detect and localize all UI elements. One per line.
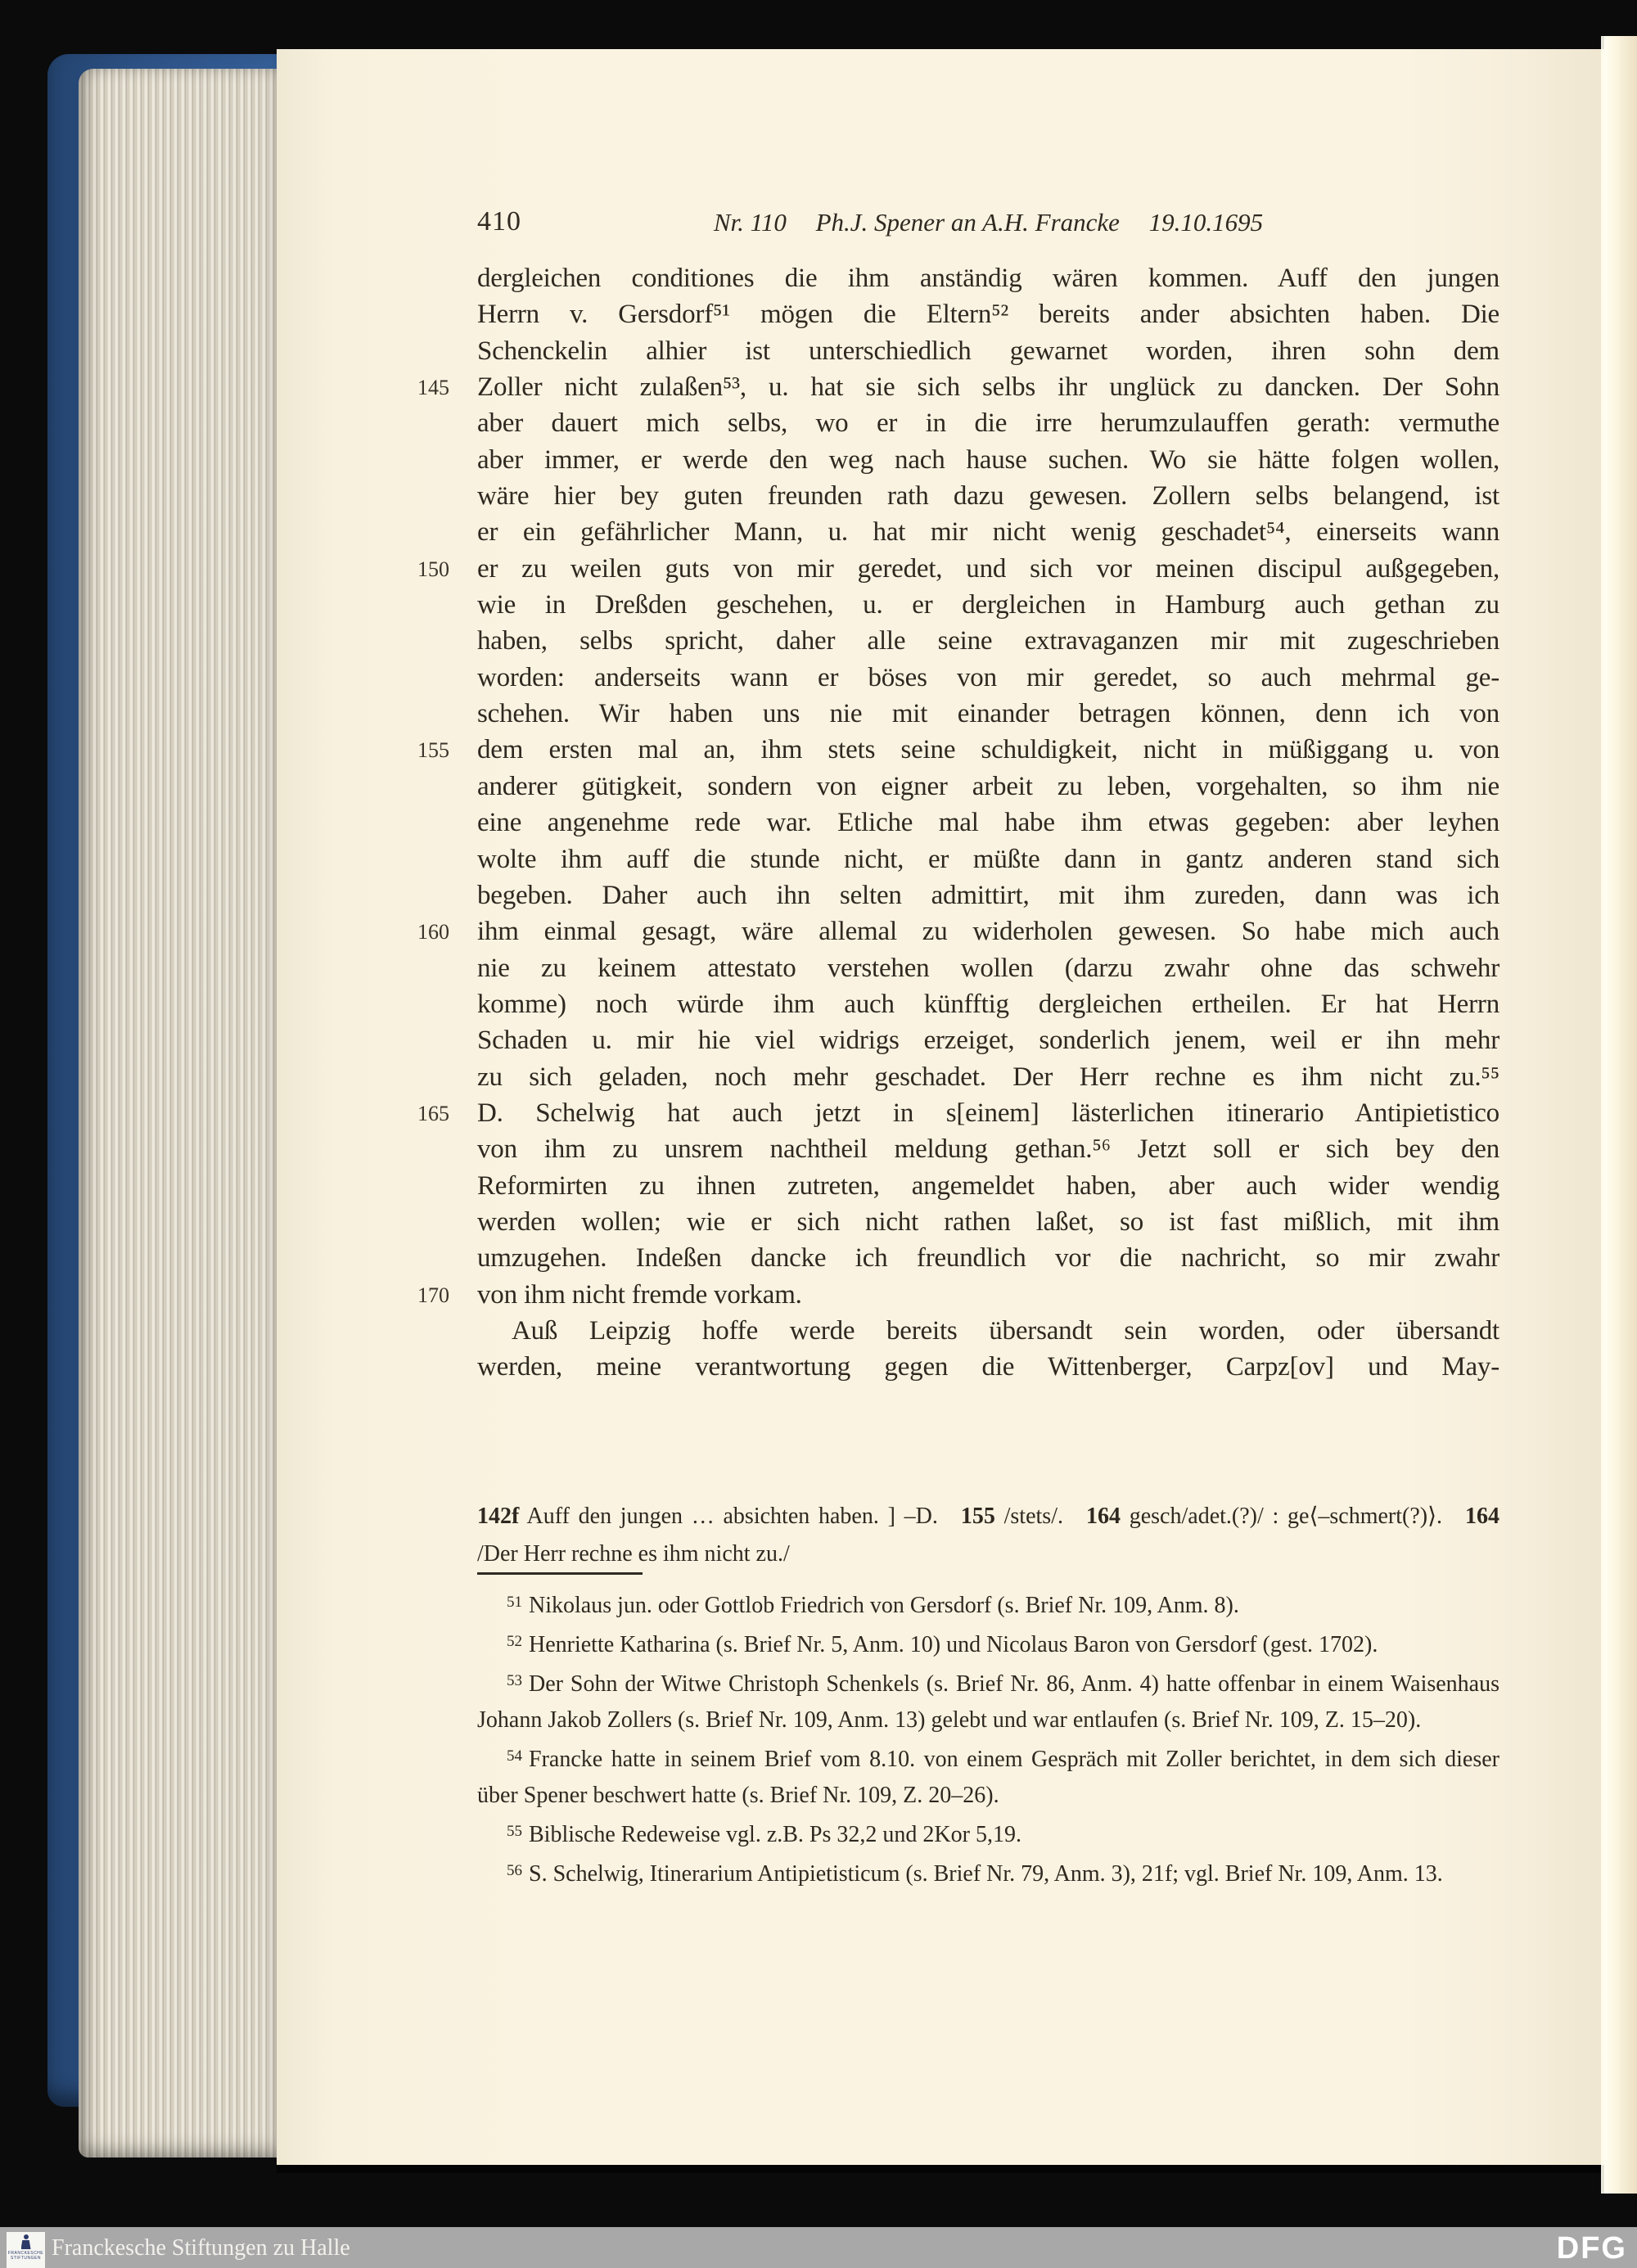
text-line: [417, 296, 1499, 332]
apparatus-text: /Der Herr rechne es ihm nicht zu./: [477, 1541, 790, 1567]
logo-caption-line2: STIFTUNGEN: [11, 2256, 41, 2261]
text-line: [417, 769, 1499, 805]
apparatus-line-ref: 142f: [477, 1504, 520, 1529]
running-head: [477, 208, 1499, 237]
text-line: [417, 986, 1499, 1022]
letter-text-line: wie in Dreßden geschehen, u. er dergleichen in Hamburg auch gethan zu: [477, 590, 1499, 620]
text-line: [417, 841, 1499, 877]
logo-caption-line1: FRANCKESCHE: [7, 2251, 44, 2256]
letter-text-line: dem ersten mal an, ihm stets seine schuldigkeit, nicht in müßiggang u. von: [477, 735, 1499, 765]
letter-text-line: er ein gefährlicher Mann, u. hat mir nicht wenig geschadet⁵⁴, einerseits wann: [477, 517, 1499, 548]
text-line: [417, 1059, 1499, 1095]
letter-text-line: wäre hier bey guten freunden rath dazu gewesen. Zollern selbs belangend, ist: [477, 481, 1499, 512]
footnote-number: 53: [507, 1672, 522, 1689]
letter-text-line: Zoller nicht zulaßen⁵³, u. hat sie sich selbs ihr unglück zu dancken. Der Sohn: [477, 372, 1499, 403]
text-line: [417, 260, 1499, 296]
letter-text-line: Schaden u. mir hie viel widrigs erzeiget, sonderlich jenem, weil er ihn mehr: [477, 1026, 1499, 1056]
letter-text-line: er zu weilen guts von mir geredet, und sich vor meinen discipul außgegeben,: [477, 553, 1499, 584]
text-line: [417, 1313, 1499, 1349]
letter-text-line: von ihm zu unsrem nachtheil meldung gethan.⁵⁶ Jetzt soll er sich bey den: [477, 1134, 1499, 1165]
apparatus-text: /stets/.: [994, 1504, 1086, 1529]
footnote-number: 52: [507, 1633, 522, 1650]
letter-text-line: nie zu keinem attestato verstehen wollen (darzu zwahr ohne das schwehr: [477, 953, 1499, 983]
letter-text-line: komme) noch würde ihm auch künfftig dergleichen ertheilen. Er hat Herrn: [477, 989, 1499, 1019]
apparatus-text: gesch/adet.(?)/ : ge⟨–schmert(?)⟩.: [1120, 1504, 1466, 1529]
letter-text-line: eine angenehme rede war. Etliche mal habe ihm etwas gegeben: aber leyhen: [477, 808, 1499, 838]
franckesche-stiftungen-logo: [7, 2232, 45, 2268]
margin-line-number: 150: [417, 557, 449, 581]
letter-text-line: schehen. Wir haben uns nie mit einander betragen können, denn ich von: [477, 699, 1499, 729]
letter-text-line: wolte ihm auff die stunde nicht, er müßte dann in gantz anderen stand sich: [477, 844, 1499, 874]
text-line: [417, 1349, 1499, 1385]
margin-line-number: 145: [417, 376, 449, 400]
footnotes: [477, 1585, 1499, 1892]
text-line: [417, 587, 1499, 623]
logo-caption: [8, 2251, 43, 2261]
letter-text-line: zu sich geladen, noch mehr geschadet. Der Herr rechne es ihm nicht zu.⁵⁵: [477, 1062, 1499, 1092]
text-line: [417, 913, 1499, 949]
dfg-logo: DFG: [1556, 2231, 1627, 2266]
text-line: [417, 333, 1499, 369]
letter-text-line: begeben. Daher auch ihn selten admittirt, mit ihm zureden, dann was ich: [477, 880, 1499, 910]
text-line: [417, 696, 1499, 732]
text-line: [417, 623, 1499, 659]
text-line: [417, 405, 1499, 441]
apparatus-line-ref: 164: [1465, 1504, 1500, 1529]
footnote-number: 51: [507, 1594, 522, 1611]
footnote: $^{54}$ Francke hatte in seinem Brief vom 8.10. von einem Gespräch mit Zoller berichtet, in dem sich dieser über Spener beschwert hatte (s. Brief Nr. 109, Z. 20–26).: [477, 1747, 1499, 1808]
letter-text-line: Schenckelin alhier ist unterschiedlich gewarnet worden, ihren sohn dem: [477, 336, 1499, 366]
letter-text-line: D. Schelwig hat auch jetzt in s[einem] lästerlichen itinerario Antipietistico: [477, 1098, 1499, 1128]
footnote: $^{53}$ Der Sohn der Witwe Christoph Schenkels (s. Brief Nr. 86, Anm. 4) hatte offenbar in einem Waisenhaus Johann Jakob Zollers (s. Brief Nr. 109, Anm. 13) gelebt und war entlaufen (s. Brief Nr. 109, Z. 15–20).: [477, 1671, 1499, 1733]
text-line: [417, 877, 1499, 913]
letter-text-line: werden wollen; wie er sich nicht rathen laßet, so ist fast mißlich, mit ihm: [477, 1206, 1499, 1237]
footnote: $^{52}$ Henriette Katharina (s. Brief Nr. 5, Anm. 10) und Nicolaus Baron von Gersdorf (gest. 1702).: [507, 1632, 1378, 1657]
footnote: $^{55}$ Biblische Redeweise vgl. z.B. Ps 32,2 und 2Kor 5,19.: [507, 1822, 1021, 1847]
text-line: [417, 732, 1499, 768]
letter-text-line: werden, meine verantwortung gegen die Wittenberger, Carpz[ov] und May-: [477, 1352, 1499, 1382]
letter-text-line: umzugehen. Indeßen dancke ich freundlich vor die nachricht, so mir zwahr: [477, 1243, 1499, 1274]
text-line: [417, 514, 1499, 550]
letter-text-line: Herrn v. Gersdorf⁵¹ mögen die Eltern⁵² bereits ander absichten haben. Die: [477, 300, 1499, 330]
page-edges-fan: [79, 69, 277, 2158]
letter-text-line: haben, selbs spricht, daher alle seine extravaganzen mir mit zugeschrieben: [477, 626, 1499, 656]
letter-text-line: ihm einmal gesagt, wäre allemal zu widerholen gewesen. So habe mich auch: [477, 917, 1499, 947]
letter-text-line: dergleichen conditiones die ihm anständig wären kommen. Auff den jungen: [477, 264, 1499, 293]
body-lines: [417, 260, 1499, 1386]
running-head-date: 19.10.1695: [1148, 208, 1264, 237]
margin-line-number: 155: [417, 738, 449, 763]
margin-line-number: 170: [417, 1283, 449, 1307]
margin-line-number: 165: [417, 1101, 449, 1125]
critical-apparatus: [477, 1498, 1499, 1573]
footnote: $^{51}$ Nikolaus jun. oder Gottlob Friedrich von Gersdorf (s. Brief Nr. 109, Anm. 8).: [507, 1593, 1239, 1618]
footnote-number: 55: [507, 1823, 522, 1840]
footnote-separator-rule: [477, 1572, 643, 1575]
francke-figure-icon: [20, 2234, 33, 2249]
apparatus-line-ref: 155: [960, 1504, 995, 1529]
text-line: [417, 1168, 1499, 1204]
letter-text-line: aber dauert mich selbs, wo er in die irre herumzulauffen gerath: vermuthe: [477, 408, 1499, 439]
text-line: [417, 1131, 1499, 1167]
footnote-number: 56: [507, 1862, 522, 1879]
text-line: [417, 805, 1499, 841]
text-line: [417, 660, 1499, 696]
institution-name: Franckesche Stiftungen zu Halle: [52, 2235, 350, 2261]
footnote: $^{56}$ S. Schelwig, Itinerarium Antipietisticum (s. Brief Nr. 79, Anm. 3), 21f; vgl. Brief Nr. 109, Anm. 13.: [507, 1861, 1443, 1887]
text-line: [417, 369, 1499, 405]
letter-text-line: von ihm nicht fremde vorkam.: [477, 1279, 802, 1310]
text-line: [417, 950, 1499, 986]
running-head-title: Ph.J. Spener an A.H. Francke: [815, 208, 1120, 237]
apparatus-line-ref: 164: [1085, 1504, 1121, 1529]
letter-text-line: worden: anderseits wann er böses von mir geredet, so auch mehrmal ge-: [477, 662, 1499, 692]
text-line: [417, 551, 1499, 587]
text-line: [417, 1277, 1499, 1313]
letter-text-line: Auß Leipzig hoffe werde bereits übersandt sein worden, oder übersandt: [512, 1315, 1499, 1346]
text-line: [417, 442, 1499, 478]
page-number: 410: [477, 206, 521, 237]
text-line: [417, 1022, 1499, 1058]
letter-text-line: aber immer, er werde den weg nach hause suchen. Wo sie hätte folgen wollen,: [477, 444, 1499, 475]
text-line: [417, 1204, 1499, 1240]
running-head-letter-no: Nr. 110: [713, 208, 787, 237]
text-line: [417, 478, 1499, 514]
facing-page-sliver: [1604, 36, 1637, 2194]
apparatus-text: Auff den jungen … absichten haben. ] –D.: [519, 1504, 961, 1529]
text-line: [417, 1095, 1499, 1131]
letter-text-line: anderer gütigkeit, sondern von eigner arbeit zu leben, vorgehalten, so ihm nie: [477, 771, 1499, 801]
text-line: [417, 1240, 1499, 1276]
margin-line-number: 160: [417, 920, 449, 945]
letter-text-line: Reformirten zu ihnen zutreten, angemeldet haben, aber auch wider wendig: [477, 1170, 1499, 1201]
footnote-number: 54: [507, 1747, 522, 1765]
